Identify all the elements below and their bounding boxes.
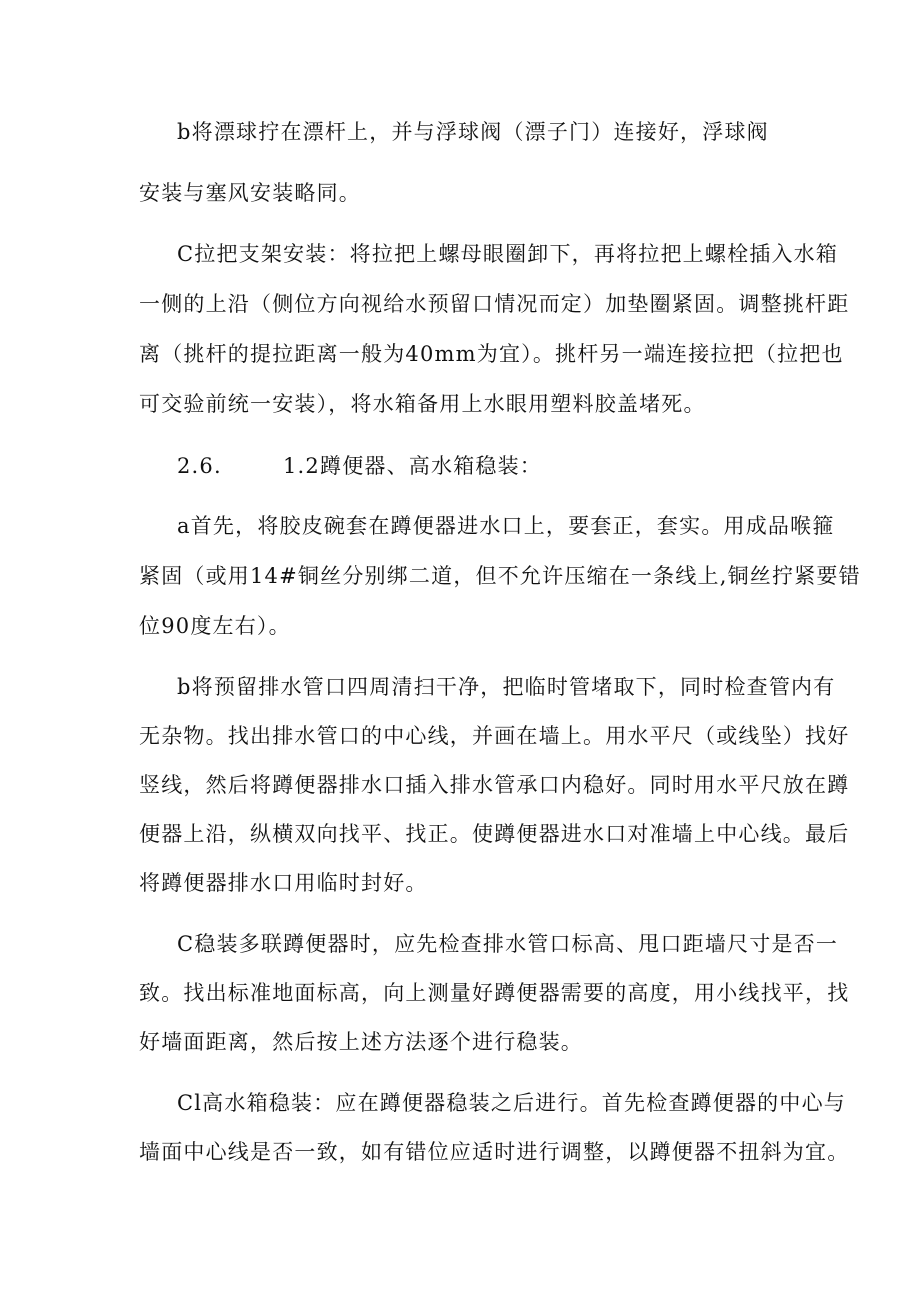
paragraph-2-line-1: C拉把支架安装：将拉把上螺母眼圈卸下，再将拉把上螺栓插入水箱 xyxy=(177,242,839,266)
paragraph-5-line-2: 致。找出标准地面标高，向上测量好蹲便器需要的高度，用小线找平，找 xyxy=(139,981,850,1005)
paragraph-6-line-1: Cl高水箱稳装：应在蹲便器稳装之后进行。首先检查蹲便器的中心与 xyxy=(177,1091,846,1115)
paragraph-2-line-4: 可交验前统一安装），将水箱备用上水眼用塑料胶盖堵死。 xyxy=(139,392,706,416)
paragraph-4-line-2: 无杂物。找出排水管口的中心线，并画在墙上。用水平尺（或线坠）找好 xyxy=(139,724,850,748)
section-heading-title: 1.2蹲便器、高水箱稳装： xyxy=(283,454,542,478)
paragraph-4-line-1: b将预留排水管口四周清扫干净，把临时管堵取下，同时检查管内有 xyxy=(177,675,836,699)
paragraph-6-line-2: 墙面中心线是否一致，如有错位应适时进行调整，以蹲便器不扭斜为宜。 xyxy=(139,1140,850,1164)
paragraph-4-line-5: 将蹲便器排水口用临时封好。 xyxy=(139,871,428,895)
paragraph-3-line-2: 紧固（或用14#铜丝分别绑二道，但不允许压缩在一条线上,铜丝拧紧要错 xyxy=(139,564,861,588)
paragraph-4-line-4: 便器上沿，纵横双向找平、找正。使蹲便器进水口对准墙上中心线。最后 xyxy=(139,822,850,846)
paragraph-3-line-3: 位90度左右）。 xyxy=(139,614,291,638)
paragraph-3-line-1: a首先，将胶皮碗套在蹲便器进水口上，要套正，套实。用成品喉箍 xyxy=(177,514,835,538)
paragraph-5-line-3: 好墙面距离，然后按上述方法逐个进行稳装。 xyxy=(139,1030,583,1054)
paragraph-4-line-3: 竖线，然后将蹲便器排水口插入排水管承口内稳好。同时用水平尺放在蹲 xyxy=(139,773,850,797)
paragraph-1-line-1: b将漂球拧在漂杆上，并与浮球阀（漂子门）连接好，浮球阀 xyxy=(177,120,769,144)
paragraph-2-line-2: 一侧的上沿（侧位方向视给水预留口情况而定）加垫圈紧固。调整挑杆距 xyxy=(139,292,850,316)
paragraph-5-line-1: C稳装多联蹲便器时，应先检查排水管口标高、甩口距墙尺寸是否一 xyxy=(177,932,839,956)
paragraph-1-line-2: 安装与塞风安装略同。 xyxy=(139,181,361,205)
section-heading-number: 2.6. xyxy=(177,454,222,478)
paragraph-2-line-3: 离（挑杆的提拉距离一般为40mm为宜）。挑杆另一端连接拉把（拉把也 xyxy=(139,342,844,366)
